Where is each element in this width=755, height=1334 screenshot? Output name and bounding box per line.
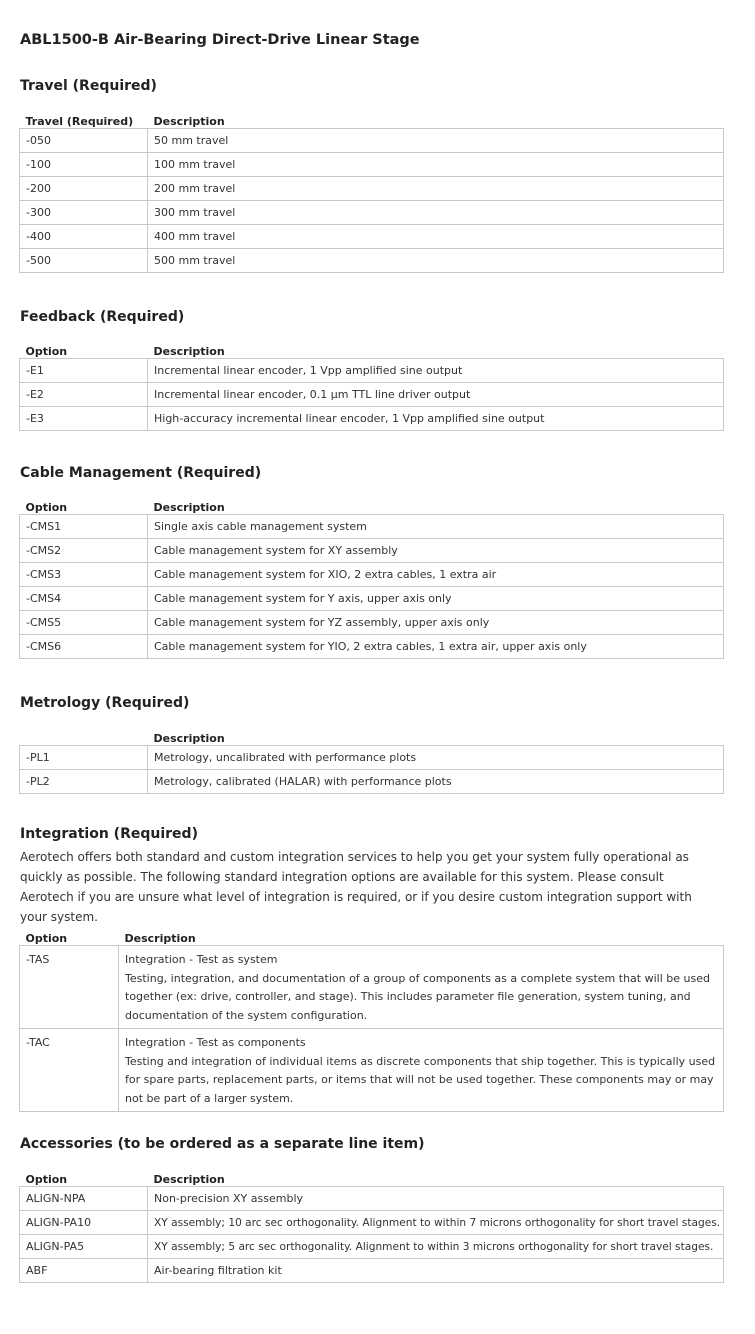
- option-cell: -CMS2: [20, 539, 148, 563]
- integration-option-name: Integration - Test as system: [125, 953, 278, 966]
- table-row: [20, 587, 724, 611]
- table-row: [20, 359, 724, 383]
- table-row: [20, 1029, 724, 1112]
- description-cell: [119, 1029, 724, 1112]
- description-cell: [119, 946, 724, 1029]
- description-cell: 400 mm travel: [148, 225, 724, 249]
- page-title: ABL1500-B Air-Bearing Direct-Drive Linear Stage: [20, 32, 420, 48]
- column-header-option: Option: [25, 1173, 68, 1186]
- table-header-row: [20, 725, 724, 746]
- description-cell: Metrology, uncalibrated with performance plots: [148, 746, 724, 770]
- option-cell: -E1: [20, 359, 148, 383]
- description-cell: Air-bearing filtration kit: [148, 1259, 724, 1283]
- table-row: [20, 407, 724, 431]
- table-row: [20, 1211, 724, 1235]
- option-cell: -500: [20, 249, 148, 273]
- column-header-description: Description: [153, 1173, 225, 1186]
- description-cell: Single axis cable management system: [148, 515, 724, 539]
- accessories-table: [19, 1166, 724, 1283]
- description-cell: High-accuracy incremental linear encoder, 1 Vpp amplified sine output: [148, 407, 724, 431]
- table-row: [20, 1259, 724, 1283]
- column-header-description: Description: [153, 115, 225, 128]
- accessories-section-title: Accessories (to be ordered as a separate line item): [20, 1136, 425, 1152]
- table-row: [20, 225, 724, 249]
- description-cell: Metrology, calibrated (HALAR) with performance plots: [148, 770, 724, 794]
- description-cell: Cable management system for XIO, 2 extra cables, 1 extra air: [148, 563, 724, 587]
- travel-section-title: Travel (Required): [20, 78, 157, 94]
- description-cell: 50 mm travel: [148, 129, 724, 153]
- option-cell: -PL2: [20, 770, 148, 794]
- table-row: [20, 1187, 724, 1211]
- table-row: [20, 515, 724, 539]
- integration-option-detail: Testing and integration of individual items as discrete components that ship together. This is typically used for spare parts, replacement parts, or items that will not be used together. These components may or may not be part of a larger system.: [125, 1054, 716, 1105]
- option-cell: ALIGN-PA10: [20, 1211, 148, 1235]
- option-cell: ABF: [20, 1259, 148, 1283]
- option-cell: -E3: [20, 407, 148, 431]
- table-header-row: [20, 108, 724, 129]
- table-row: [20, 1235, 724, 1259]
- option-cell: -TAS: [20, 946, 119, 1029]
- column-header-option: [20, 725, 148, 746]
- table-row: [20, 746, 724, 770]
- description-cell: 200 mm travel: [148, 177, 724, 201]
- table-row: [20, 153, 724, 177]
- column-header-description: Description: [153, 501, 225, 514]
- feedback-table: [19, 338, 724, 431]
- description-cell: 100 mm travel: [148, 153, 724, 177]
- description-cell: XY assembly; 10 arc sec orthogonality. Alignment to within 7 microns orthogonality for short travel stages.: [148, 1211, 724, 1235]
- column-header-description: Description: [124, 932, 196, 945]
- option-cell: -E2: [20, 383, 148, 407]
- description-cell: Cable management system for YZ assembly, upper axis only: [148, 611, 724, 635]
- table-row: [20, 201, 724, 225]
- option-cell: -CMS5: [20, 611, 148, 635]
- integration-intro: Aerotech offers both standard and custom integration services to help you get your system fully operational as quickly as possible. The following standard integration options are available for this system. Please consult Aerotech if you are unsure what level of integration is required, or if you desire custom integration support with your system.: [20, 850, 692, 924]
- table-header-row: [20, 1166, 724, 1187]
- option-cell: -300: [20, 201, 148, 225]
- integration-option-name: Integration - Test as components: [125, 1036, 306, 1049]
- option-cell: -PL1: [20, 746, 148, 770]
- table-row: [20, 129, 724, 153]
- table-row: [20, 383, 724, 407]
- description-cell: 300 mm travel: [148, 201, 724, 225]
- column-header-option: Option: [25, 345, 68, 358]
- option-cell: -CMS6: [20, 635, 148, 659]
- table-header-row: [20, 925, 724, 946]
- cable-table: [19, 494, 724, 659]
- column-header-option: Option: [25, 932, 68, 945]
- option-cell: -CMS1: [20, 515, 148, 539]
- option-cell: -050: [20, 129, 148, 153]
- metrology-table: [19, 725, 724, 794]
- table-row: [20, 635, 724, 659]
- option-cell: -200: [20, 177, 148, 201]
- table-row: [20, 770, 724, 794]
- table-row: [20, 177, 724, 201]
- description-cell: Cable management system for Y axis, upper axis only: [148, 587, 724, 611]
- description-cell: Cable management system for XY assembly: [148, 539, 724, 563]
- cable-section-title: Cable Management (Required): [20, 465, 262, 481]
- integration-option-detail: Testing, integration, and documentation of a group of components as a complete system that will be used together (ex: drive, controller, and stage). This includes parameter file generation, system tuning, and documentation of the system configuration.: [125, 971, 710, 1022]
- option-cell: -TAC: [20, 1029, 119, 1112]
- option-cell: -CMS4: [20, 587, 148, 611]
- option-cell: ALIGN-NPA: [20, 1187, 148, 1211]
- option-cell: -100: [20, 153, 148, 177]
- description-cell: Incremental linear encoder, 0.1 µm TTL line driver output: [148, 383, 724, 407]
- metrology-section-title: Metrology (Required): [20, 695, 190, 711]
- feedback-section-title: Feedback (Required): [20, 309, 185, 325]
- column-header-option: Option: [25, 501, 68, 514]
- table-row: [20, 563, 724, 587]
- column-header-description: Description: [153, 345, 225, 358]
- table-row: [20, 946, 724, 1029]
- table-row: [20, 611, 724, 635]
- column-header-description: Description: [153, 732, 225, 745]
- column-header-option: Travel (Required): [25, 115, 134, 128]
- option-cell: -CMS3: [20, 563, 148, 587]
- table-header-row: [20, 494, 724, 515]
- travel-table: [19, 108, 724, 273]
- integration-table: [19, 925, 724, 1112]
- option-cell: -400: [20, 225, 148, 249]
- description-cell: XY assembly; 5 arc sec orthogonality. Alignment to within 3 microns orthogonality for short travel stages.: [148, 1235, 724, 1259]
- table-row: [20, 249, 724, 273]
- description-cell: Non-precision XY assembly: [148, 1187, 724, 1211]
- description-cell: Incremental linear encoder, 1 Vpp amplified sine output: [148, 359, 724, 383]
- description-cell: Cable management system for YIO, 2 extra cables, 1 extra air, upper axis only: [148, 635, 724, 659]
- table-header-row: [20, 338, 724, 359]
- table-row: [20, 539, 724, 563]
- description-cell: 500 mm travel: [148, 249, 724, 273]
- integration-section-title: Integration (Required): [20, 826, 198, 842]
- option-cell: ALIGN-PA5: [20, 1235, 148, 1259]
